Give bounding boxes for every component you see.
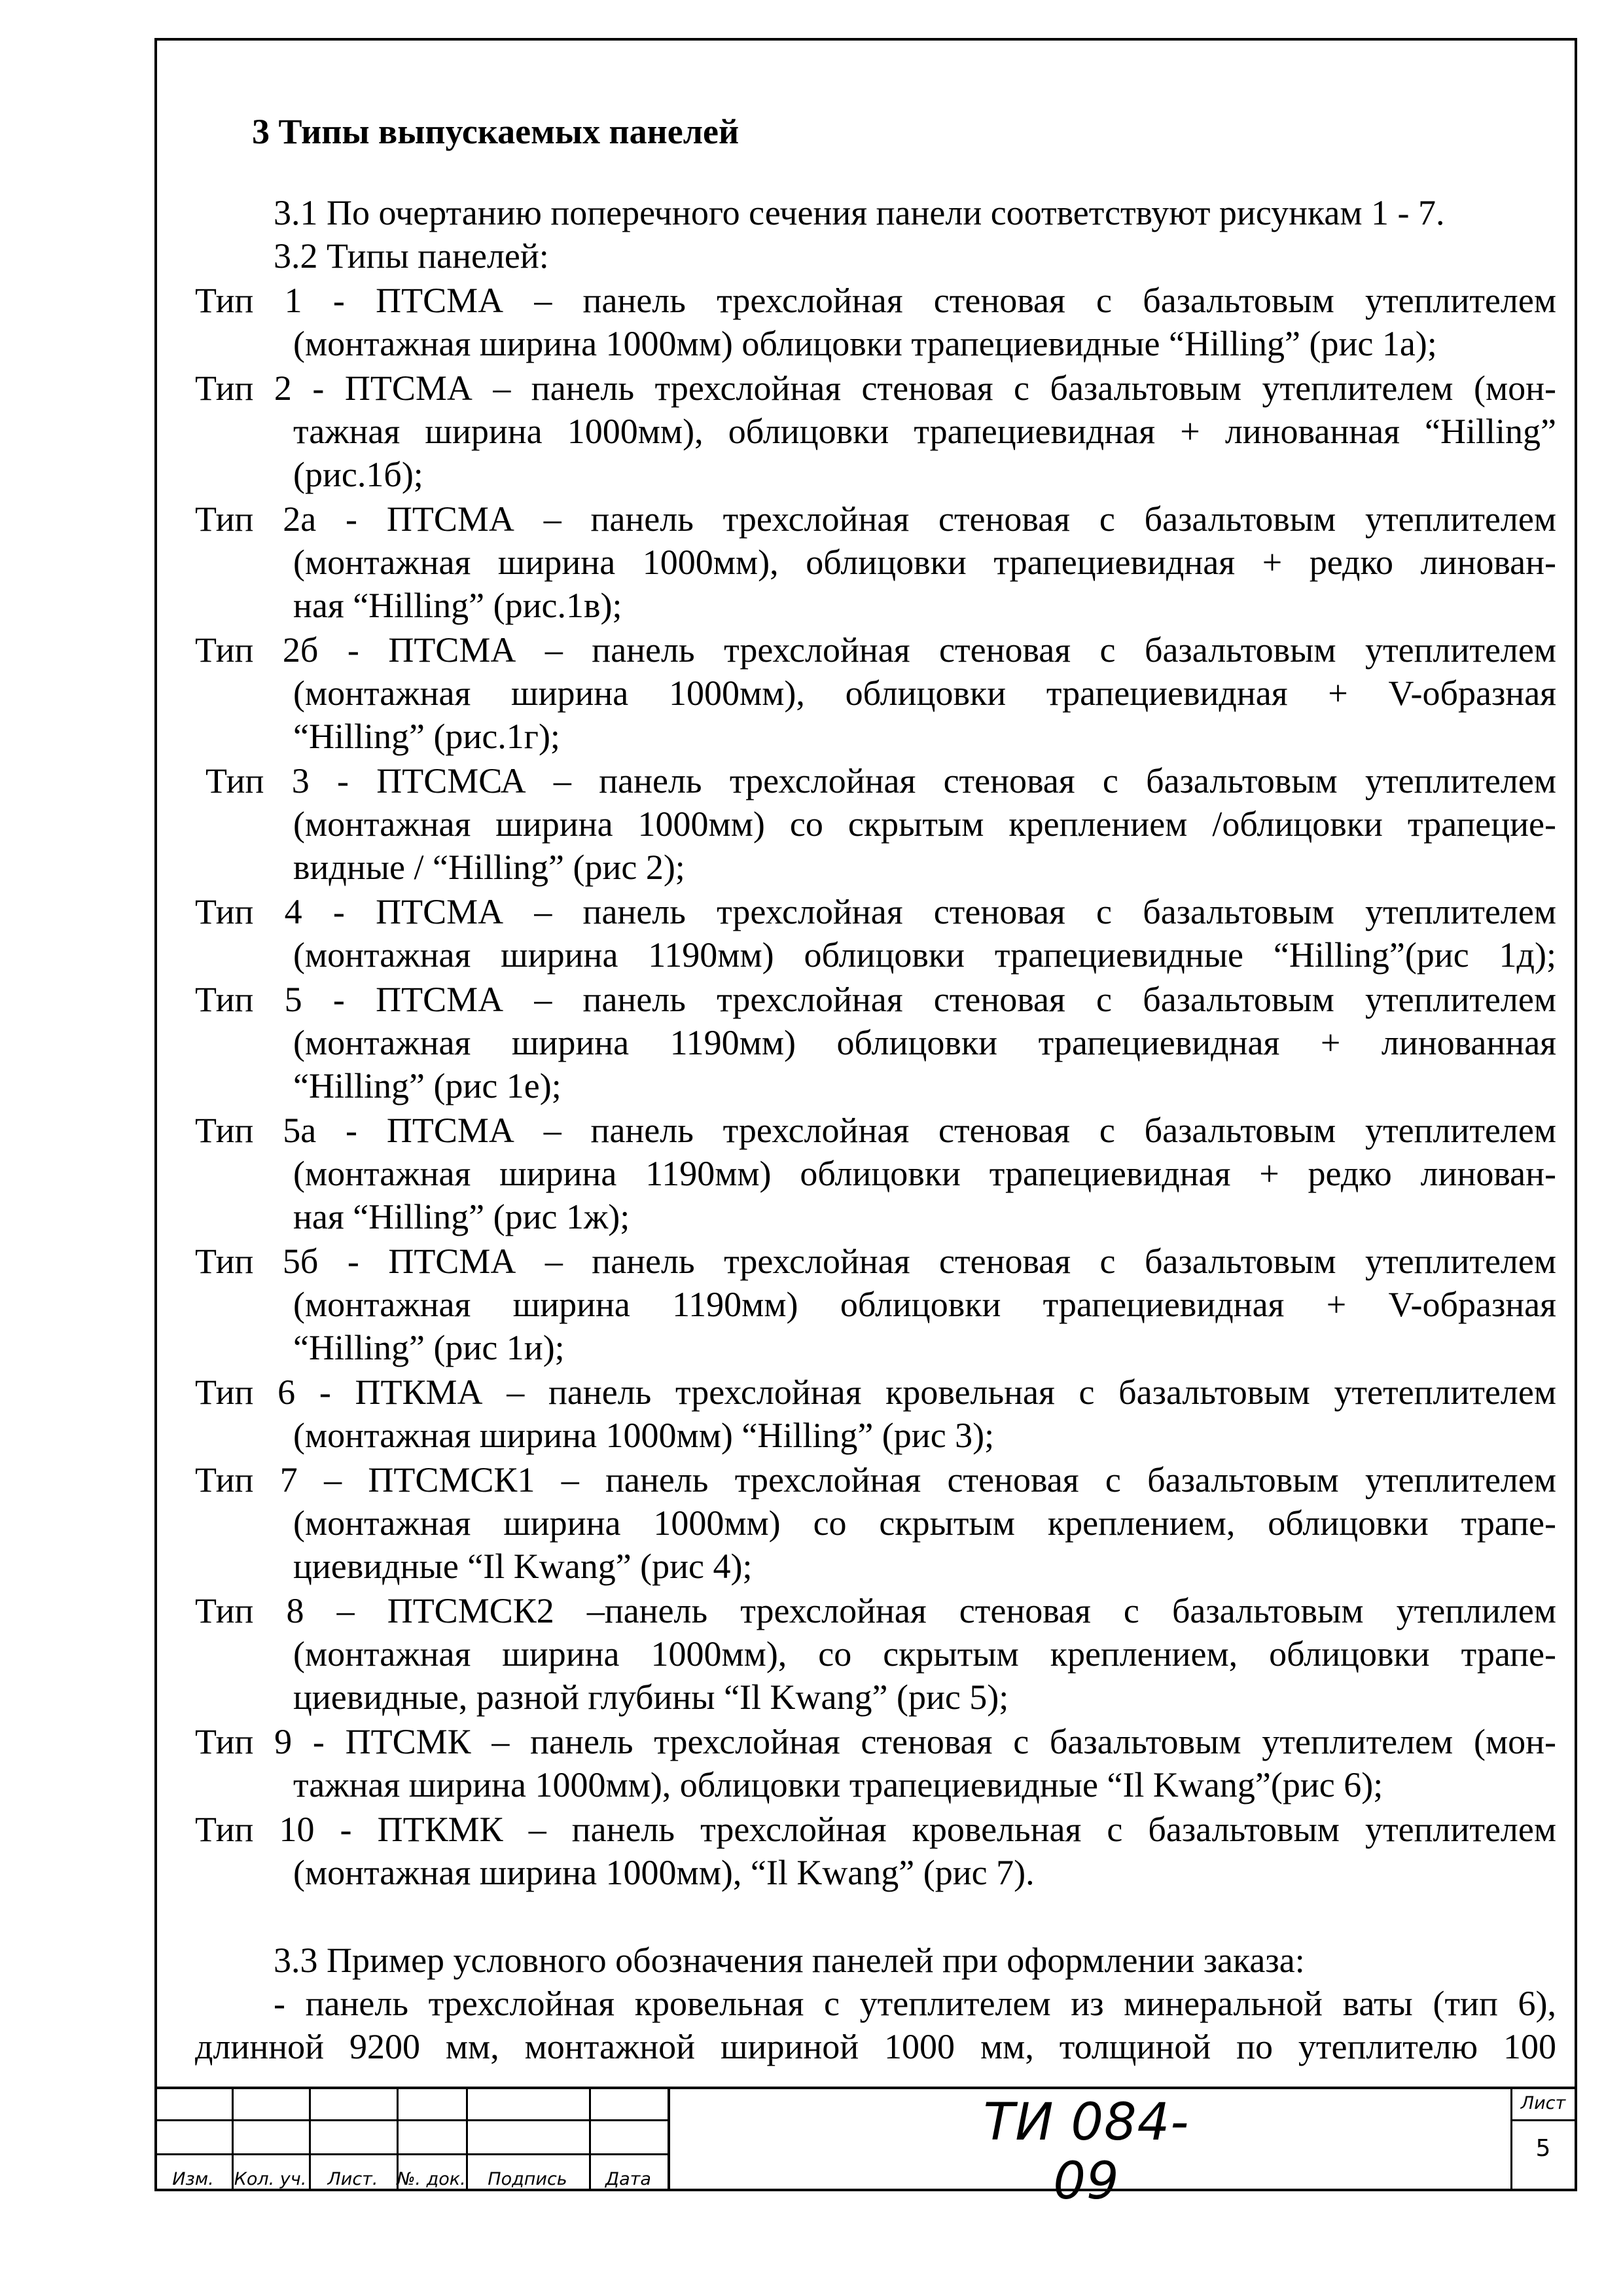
type-2-line-1: Тип 2 - ПТСМА – панель трехслойная стеновая с базальтовым утеплителем (мон- [195,368,1556,408]
col-label-date: Дата [605,2169,651,2189]
type-5b-line-1: Тип 5б - ПТСМА – панель трехслойная стеновая с базальтовым утеплителем [195,1242,1556,1281]
type-5a-line-1: Тип 5а - ПТСМА – панель трехслойная стеновая с базальтовым утеплителем [195,1111,1556,1150]
type-10-line-2: (монтажная ширина 1000мм), “Il Kwang” (рис 7). [293,1853,1035,1892]
type-2b-line-2: (монтажная ширина 1000мм), облицовки трапециевидная + V-образная [293,673,1556,713]
col-label-signature: Подпись [488,2169,567,2189]
paragraph-3-3: 3.3 Пример условного обозначения панелей при оформлении заказа: [274,1941,1305,1980]
type-8-line-3: циевидные, разной глубины “Il Kwang” (рис 5); [293,1677,1009,1717]
type-10-line-1: Тип 10 - ПТКМК – панель трехслойная кровельная с базальтовым утеплителем [195,1810,1556,1849]
type-7-line-1: Тип 7 – ПТСМСК1 – панель трехслойная стеновая с базальтовым утеплителем [195,1460,1556,1499]
type-1-line-1: Тип 1 - ПТСМА – панель трехслойная стеновая с базальтовым утеплителем [195,281,1556,320]
type-1-line-2: (монтажная ширина 1000мм) облицовки трапециевидные “Hilling” (рис 1а); [293,324,1437,363]
type-4-line-2: (монтажная ширина 1190мм) облицовки трапециевидные “Hilling”(рис 1д); [293,935,1556,975]
type-4-line-1: Тип 4 - ПТСМА – панель трехслойная стеновая с базальтовым утеплителем [195,892,1556,931]
type-8-line-1: Тип 8 – ПТСМСК2 –панель трехслойная стеновая с базальтовым утеплилем [195,1591,1556,1630]
type-9-line-1: Тип 9 - ПТСМК – панель трехслойная стеновая с базальтовым утеплителем (мон- [195,1722,1556,1761]
col-label-doc-number: №. док. [397,2169,466,2189]
paragraph-3-1: 3.1 По очертанию поперечного сечения панели соответствуют рисункам 1 - 7. [274,193,1445,232]
type-7-line-3: циевидные “Il Kwang” (рис 4); [293,1547,753,1586]
type-5a-line-3: ная “Hilling” (рис 1ж); [293,1197,630,1236]
example-line-1: - панель трехслойная кровельная с утеплителем из минеральной ваты (тип 6), [274,1984,1556,2023]
type-5a-line-2: (монтажная ширина 1190мм) облицовки трапециевидная + редко линован- [293,1154,1556,1193]
col-label-count: Кол. уч. [234,2169,307,2189]
type-3-line-2: (монтажная ширина 1000мм) со скрытым креплением /облицовки трапецие- [293,804,1556,844]
paragraph-3-2: 3.2 Типы панелей: [274,236,549,276]
document-code: ТИ 084-09 [983,2093,1190,2211]
sheet-number: 5 [1535,2135,1551,2162]
type-5-line-3: “Hilling” (рис 1е); [293,1066,562,1105]
type-5b-line-3: “Hilling” (рис 1и); [293,1328,565,1367]
type-2-line-2: тажная ширина 1000мм), облицовки трапециевидная + линованная “Hilling” [293,412,1556,451]
example-line-2: длинной 9200 мм, монтажной шириной 1000 мм, толщиной по утеплителю 100 [195,2027,1556,2066]
type-2-line-3: (рис.1б); [293,455,423,494]
type-6-line-1: Тип 6 - ПТКМА – панель трехслойная кровельная с базальтовым утетеплителем [195,1372,1556,1412]
type-2b-line-3: “Hilling” (рис.1г); [293,717,560,756]
type-2a-line-2: (монтажная ширина 1000мм), облицовки трапециевидная + редко линован- [293,543,1556,582]
sheet-label: Лист [1520,2093,1566,2113]
col-label-sheet: Лист. [327,2169,378,2189]
type-9-line-2: тажная ширина 1000мм), облицовки трапециевидные “Il Kwang”(рис 6); [293,1765,1383,1804]
type-5-line-2: (монтажная ширина 1190мм) облицовки трапециевидная + линованная [293,1023,1556,1062]
type-8-line-2: (монтажная ширина 1000мм), со скрытым креплением, облицовки трапе- [293,1634,1556,1674]
type-3-line-1: Тип 3 - ПТСМСА – панель трехслойная стеновая с базальтовым утеплителем [205,761,1556,800]
col-label-change: Изм. [172,2169,214,2189]
type-6-line-2: (монтажная ширина 1000мм) “Hilling” (рис 3); [293,1416,995,1455]
type-2b-line-1: Тип 2б - ПТСМА – панель трехслойная стеновая с базальтовым утеплителем [195,630,1556,670]
type-2a-line-3: ная “Hilling” (рис.1в); [293,586,622,625]
type-7-line-2: (монтажная ширина 1000мм) со скрытым креплением, облицовки трапе- [293,1503,1556,1543]
type-5b-line-2: (монтажная ширина 1190мм) облицовки трапециевидная + V-образная [293,1285,1556,1324]
type-5-line-1: Тип 5 - ПТСМА – панель трехслойная стеновая с базальтовым утеплителем [195,980,1556,1019]
section-heading: 3 Типы выпускаемых панелей [252,112,740,151]
type-3-line-3: видные / “Hilling” (рис 2); [293,848,685,887]
type-2a-line-1: Тип 2а - ПТСМА – панель трехслойная стеновая с базальтовым утеплителем [195,499,1556,539]
